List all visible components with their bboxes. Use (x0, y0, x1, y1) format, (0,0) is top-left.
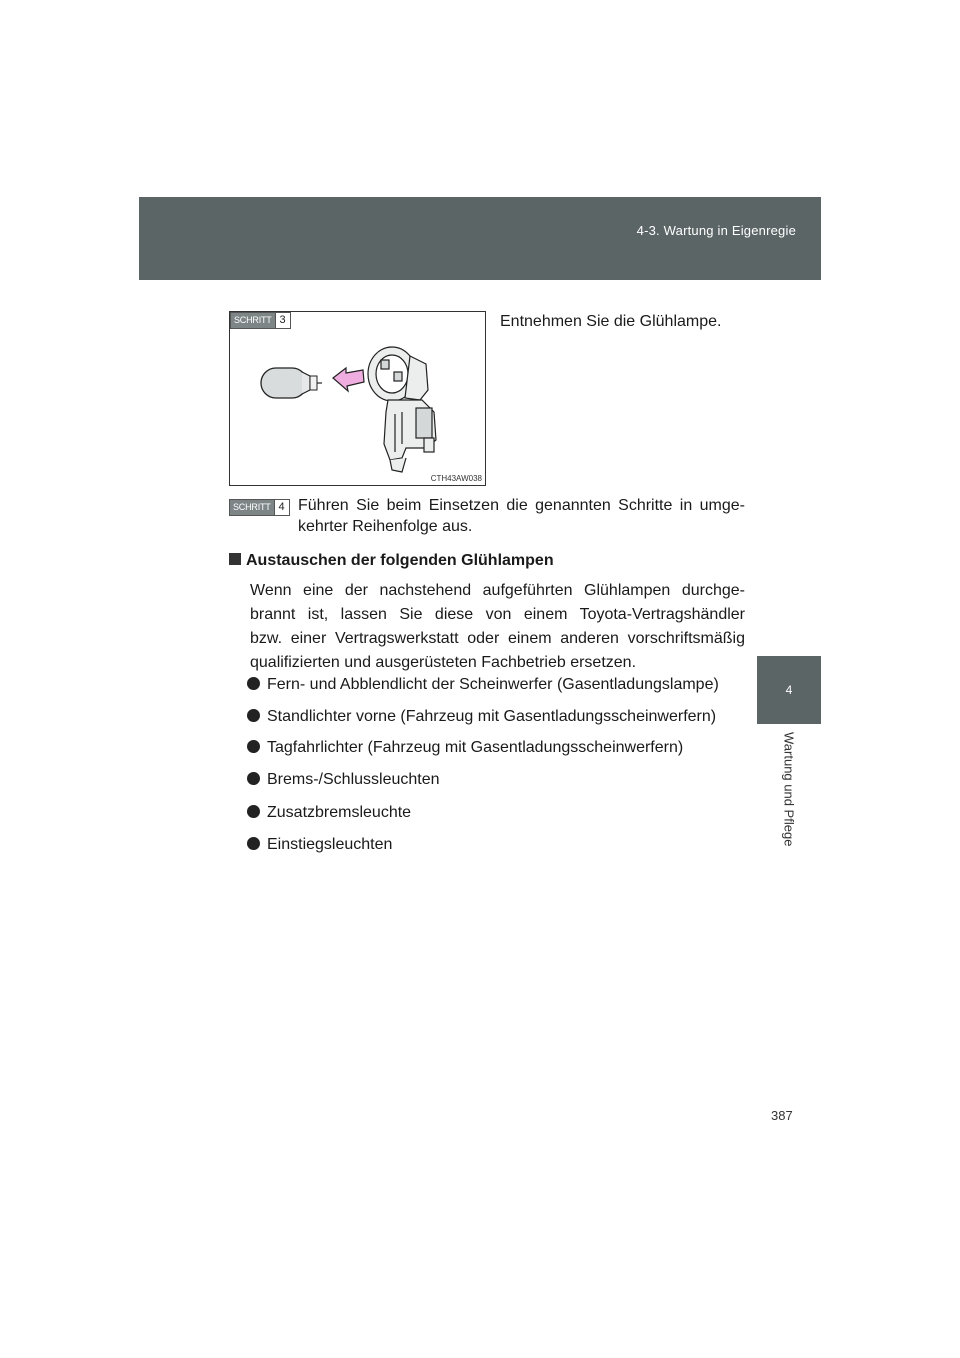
section-heading-text: Austauschen der folgenden Glühlampen (246, 552, 554, 569)
list-item-text: Fern- und Abblendlicht der Scheinwerfer (Gasentladungslampe) (267, 676, 719, 693)
square-bullet-icon (229, 553, 241, 565)
list-item (247, 770, 440, 790)
list-item (247, 675, 719, 695)
paragraph-line: brannt ist, lassen Sie diese von einem Toyota-Vertragshändler (250, 606, 745, 623)
figure-code: CTH43AW038 (430, 474, 482, 483)
list-item-text: Standlichter vorne (Fahrzeug mit Gasentladungsscheinwerfern) (267, 708, 717, 725)
list-item-text: Tagfahrlichter (Fahrzeug mit Gasentladungsscheinwerfern) (267, 739, 684, 756)
step-badge-label: SCHRITT (230, 500, 274, 515)
list-item (247, 707, 716, 727)
bullet-dot-icon (247, 677, 260, 690)
chapter-tab-number: 4 (757, 656, 821, 724)
list-item-text: Zusatzbremsleuchte (267, 804, 412, 821)
step-4-text-line-2: kehrter Reihenfolge aus. (298, 518, 473, 535)
list-item (247, 803, 411, 823)
step-3-badge (230, 312, 291, 329)
page-number: 387 (771, 1108, 793, 1123)
step-4-text (298, 495, 745, 537)
paragraph-line: bzw. einer Vertragswerkstatt oder einem anderen vorschriftsmäßig (250, 630, 745, 647)
bulb-illustration (261, 368, 322, 398)
list-item (247, 835, 392, 855)
paragraph-line: qualifizierten und ausgerüsteten Fachbetrieb ersetzen. (250, 654, 637, 671)
step-3-text: Entnehmen Sie die Glühlampe. (500, 313, 722, 330)
chapter-tab (757, 724, 821, 874)
step-4-text-line-1: Führen Sie beim Einsetzen die genannten Schritte in umge- (298, 497, 745, 514)
section-heading (229, 550, 554, 571)
step-badge-label: SCHRITT (231, 313, 275, 328)
list-item-text: Einstiegsleuchten (267, 836, 393, 853)
list-item-text: Brems-/Schlussleuchten (267, 771, 440, 788)
socket-illustration (368, 347, 436, 472)
section-title: 4-3. Wartung in Eigenregie (636, 223, 796, 238)
chapter-tab-label: Wartung und Pflege (781, 732, 797, 847)
step-badge-number: 4 (274, 500, 289, 515)
bullet-dot-icon (247, 740, 260, 753)
step-4-badge (229, 499, 290, 516)
arrow-left-icon (333, 368, 364, 391)
bullet-dot-icon (247, 772, 260, 785)
list-item (247, 738, 683, 758)
bullet-dot-icon (247, 837, 260, 850)
bullet-dot-icon (247, 805, 260, 818)
bulb-and-socket-illustration (230, 312, 485, 485)
step-badge-number: 3 (275, 313, 290, 328)
bulb-removal-figure (229, 311, 486, 486)
header-bar (139, 197, 821, 280)
section-paragraph (250, 579, 745, 675)
paragraph-line: Wenn eine der nachstehend aufgeführten Glühlampen durchge- (250, 582, 745, 599)
bullet-dot-icon (247, 709, 260, 722)
